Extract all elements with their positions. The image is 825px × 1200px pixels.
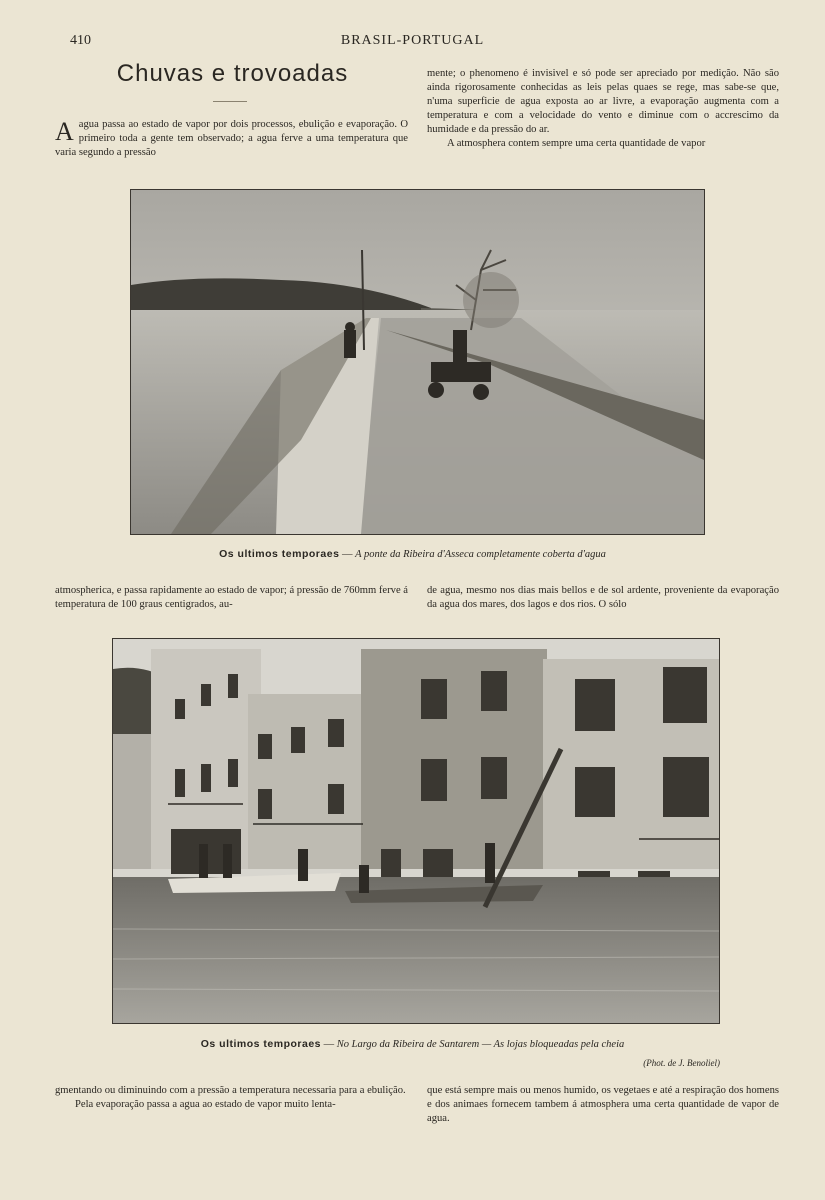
column-right-top <box>427 67 779 151</box>
photo-credit: (Phot. de J. Benoliel) <box>643 1058 720 1068</box>
paragraph: de agua, mesmo nos dias mais bellos e de sol ardente, proveniente da evaporação da agua dos mares, dos lagos e dos rios. O sólo <box>427 585 779 610</box>
title-divider <box>213 101 247 102</box>
paragraph: atmospherica, e passa rapidamente ao estado de vapor; á pressão de 760mm ferve á temperatura de 100 graus centigrados, au- <box>55 585 408 610</box>
column-left-bottom <box>55 1084 408 1112</box>
caption-description: No Largo da Ribeira de Santarem — As lojas bloqueadas pela cheia <box>336 1039 625 1050</box>
paragraph-opening: agua passa ao estado de vapor por dois processos, ebulição e evaporação. O primeiro toda a gente tem observado; a agua ferve a uma temperatura que varia segundo a pressão <box>55 119 408 158</box>
running-head: BRASIL-PORTUGAL <box>340 33 485 48</box>
caption-description: A ponte da Ribeira d'Asseca completamente coberta d'agua <box>355 549 606 560</box>
caption-figure-1: Os ultimos temporaes — A ponte da Ribeira d'Asseca completamente coberta d'agua <box>219 548 606 560</box>
caption-lead: Os ultimos temporaes <box>219 548 340 560</box>
drop-cap: A <box>55 117 74 146</box>
column-left-top <box>55 118 408 160</box>
page-number: 410 <box>70 33 91 48</box>
photo-flooded-bridge <box>130 189 705 535</box>
paragraph: mente; o phenomeno é invisivel e só pode ser apreciado por medição. Não são ainda rigorosamente conhecidas as leis pelas quaes se rege, mas sabe-se que, n'uma superficie de agua exposta ao ar livre, a evaporação augmenta com a temperatura e com a velocidade do vento e diminue com o accrescimo da humidade e da pressão do ar. <box>427 68 779 135</box>
paragraph: gmentando ou diminuindo com a pressão a temperatura necessaria para a ebulição. <box>55 1085 406 1096</box>
paragraph: que está sempre mais ou menos humido, os vegetaes e até a respiração dos homens e dos animaes fornecem tambem á atmosphera uma certa quantidade de vapor de agua. <box>427 1085 779 1124</box>
paragraph: A atmosphera contem sempre uma certa quantidade de vapor <box>447 138 706 149</box>
caption-figure-2: Os ultimos temporaes — No Largo da Ribeira de Santarem — As lojas bloqueadas pela cheia <box>200 1038 625 1050</box>
caption-lead: Os ultimos temporaes <box>200 1038 322 1050</box>
column-right-bottom <box>427 1084 779 1126</box>
article-title: Chuvas e trovoadas <box>116 60 349 87</box>
paragraph: Pela evaporação passa a agua ao estado de vapor muito lenta- <box>75 1099 336 1110</box>
column-left-middle <box>55 584 408 612</box>
photo-flooded-square <box>112 638 720 1024</box>
column-right-middle <box>427 584 779 612</box>
